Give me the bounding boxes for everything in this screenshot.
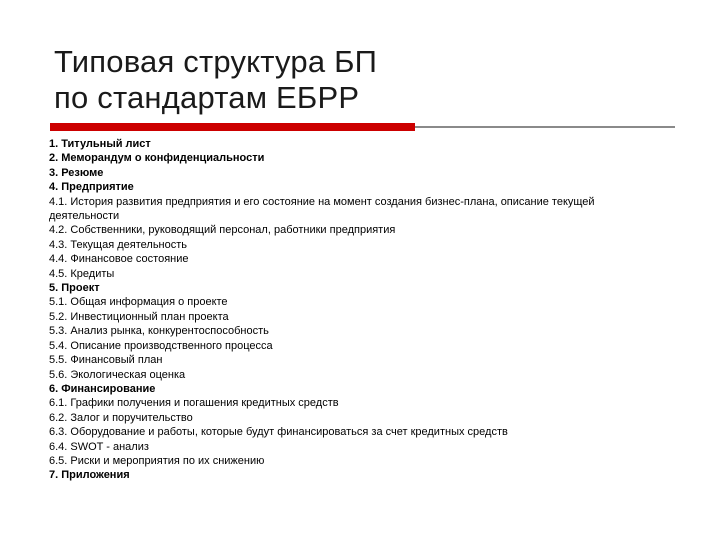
- section-heading: 1. Титульный лист: [49, 138, 151, 150]
- list-item: 5.6. Экологическая оценка: [49, 368, 186, 381]
- list-item: 5.2. Инвестиционный план проекта: [49, 310, 229, 323]
- accent-bar: [50, 123, 415, 131]
- section-heading: 4. Предприятие: [49, 181, 134, 194]
- list-item: 5.4. Описание производственного процесса: [49, 339, 273, 352]
- list-item: 4.5. Кредиты: [49, 267, 115, 280]
- list-item: 4.1. История развития предприятия и его состояние на момент создания бизнес-плана, описание текущей деятельности: [49, 195, 595, 223]
- structure-list: [49, 137, 689, 483]
- list-item: 6.3. Оборудование и работы, которые будут финансироваться за счет кредитных средств: [49, 426, 508, 439]
- section-heading: 3. Резюме: [49, 166, 104, 179]
- list-item: 6.2. Залог и поручительство: [49, 411, 193, 424]
- section-heading: 2. Меморандум о конфиденциальности: [49, 152, 265, 165]
- list-item: 5.1. Общая информация о проекте: [49, 296, 228, 309]
- list-item: 6.5. Риски и мероприятия по их снижению: [49, 454, 265, 467]
- list-item: 4.2. Собственники, руководящий персонал, работники предприятия: [49, 224, 396, 237]
- list-item: 6.4. SWOT - анализ: [49, 440, 149, 453]
- divider-line: [415, 126, 675, 128]
- section-heading: 6. Финансирование: [49, 382, 156, 395]
- section-heading: 5. Проект: [49, 282, 100, 295]
- slide-title-line-2: по стандартам ЕБРР: [54, 80, 360, 115]
- slide-title-line-1: Типовая структура БП: [54, 44, 378, 79]
- list-item: 4.4. Финансовое состояние: [49, 253, 189, 266]
- list-item: 5.3. Анализ рынка, конкурентоспособность: [49, 325, 269, 338]
- slide-title: [54, 44, 674, 116]
- section-heading: 7. Приложения: [49, 469, 130, 482]
- list-item: 5.5. Финансовый план: [49, 354, 163, 367]
- list-item: 4.3. Текущая деятельность: [49, 238, 188, 251]
- list-item: 6.1. Графики получения и погашения кредитных средств: [49, 397, 339, 410]
